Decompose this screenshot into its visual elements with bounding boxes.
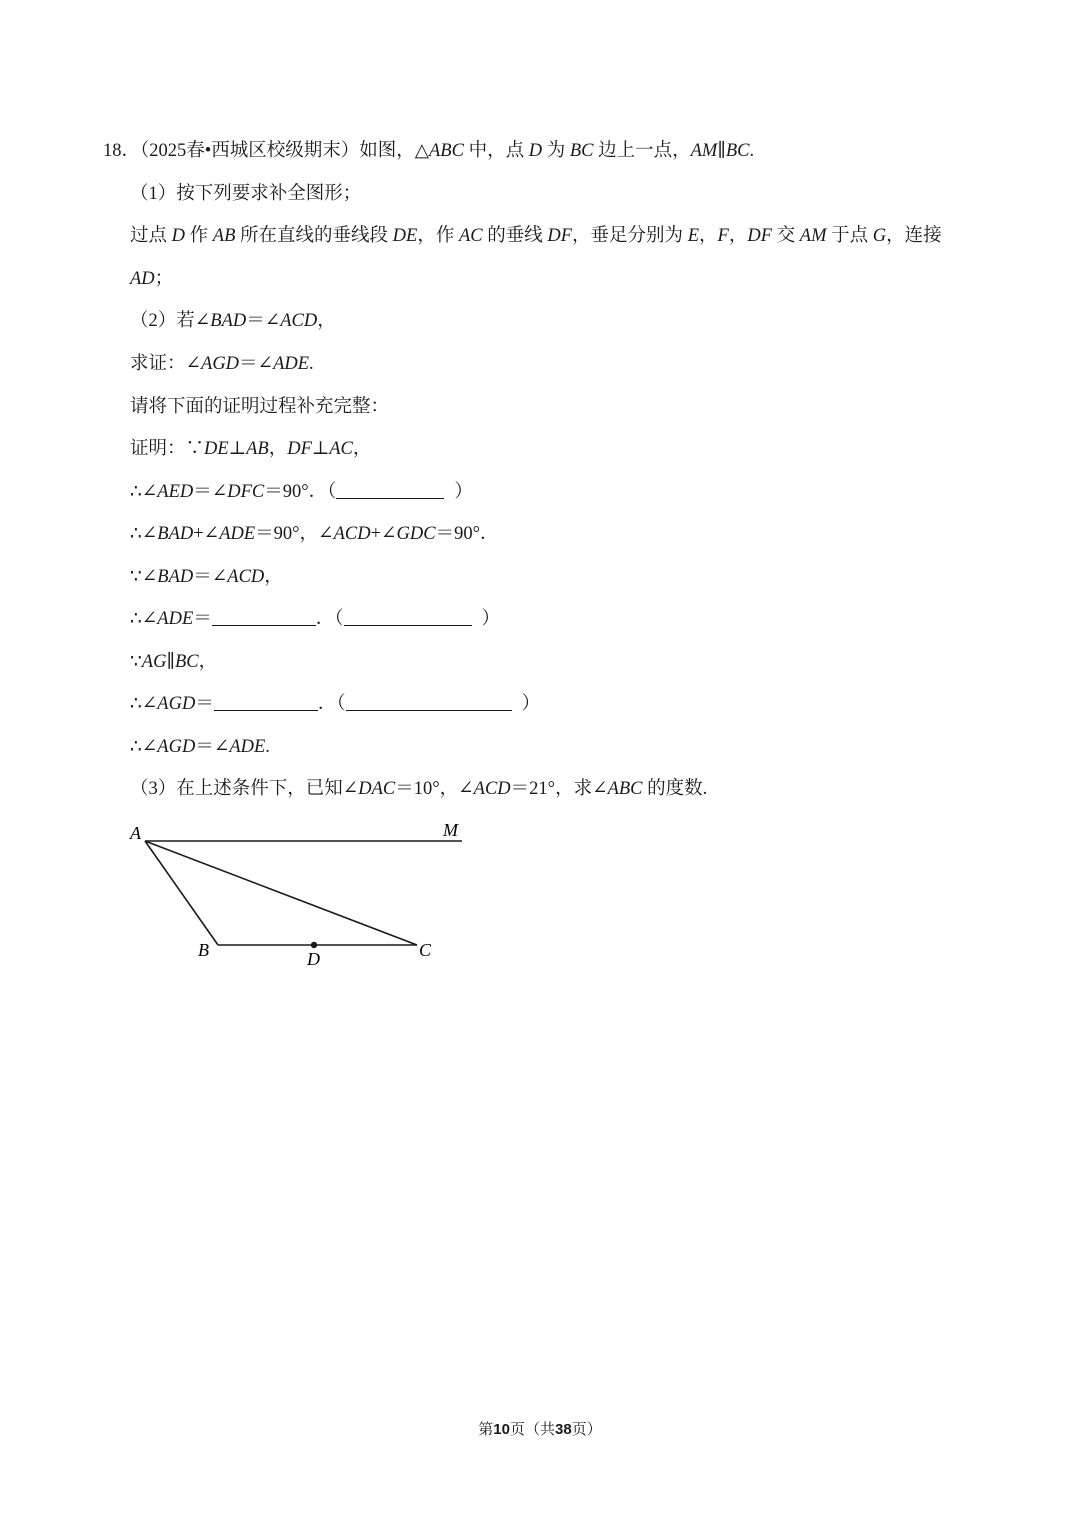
- text: ∴∠: [130, 609, 158, 629]
- stem-var: ABC: [428, 141, 464, 161]
- text: ∴∠: [130, 737, 158, 757]
- var: ABC: [607, 779, 643, 799]
- text: 的度数.: [647, 779, 708, 799]
- var: BAD: [210, 311, 247, 331]
- text: 请将下面的证明过程补充完整：: [130, 397, 390, 417]
- var: F: [717, 226, 729, 246]
- var: AG∥BC: [141, 652, 199, 672]
- page-number: 10: [493, 1421, 510, 1438]
- text: ．（: [317, 694, 346, 714]
- text: ＝21°，求∠: [510, 779, 608, 799]
- label-c: C: [419, 940, 432, 960]
- part2-to-prove: [130, 351, 314, 377]
- part1-instructions-line1: [130, 223, 942, 249]
- text: 求证：∠: [130, 354, 202, 374]
- text: ∴∠: [130, 694, 158, 714]
- stem-var: BC: [569, 141, 594, 161]
- var: AED: [157, 482, 194, 502]
- var: AM: [799, 226, 827, 246]
- text: （2）若∠: [130, 311, 211, 331]
- text: ＝: [195, 694, 214, 714]
- text: +∠: [193, 524, 220, 544]
- stem-var: D: [528, 141, 543, 161]
- text: ＝∠: [195, 737, 230, 757]
- label-m: M: [443, 820, 458, 840]
- stem-var: AM∥BC: [690, 141, 750, 161]
- text: ，: [728, 226, 748, 246]
- page-total: 38: [555, 1421, 572, 1438]
- footer-text: 第: [478, 1421, 494, 1438]
- var: DAC: [358, 779, 396, 799]
- var: AGD: [201, 354, 240, 374]
- var: ADE: [157, 609, 194, 629]
- text: ＝∠: [193, 567, 228, 587]
- segment-ac: [145, 841, 417, 945]
- problem-source: （2025春•西城区校级期末）: [140, 141, 360, 161]
- text: 于点: [831, 226, 869, 246]
- problem-number: 18．: [103, 141, 141, 161]
- text: 交: [776, 226, 796, 246]
- proof-step-1: [130, 436, 371, 462]
- text: 过点: [130, 226, 168, 246]
- var: DF: [747, 226, 773, 246]
- point-d: [311, 942, 317, 948]
- var: BAD: [157, 524, 194, 544]
- text: ＝: [193, 609, 212, 629]
- label-a: A: [130, 823, 141, 843]
- proof-step-6: [130, 649, 217, 675]
- var: DE: [392, 226, 418, 246]
- stem-text: 边上一点，: [598, 141, 691, 161]
- var: ADE: [219, 524, 256, 544]
- text: （3）在上述条件下，已知∠: [130, 779, 359, 799]
- text: ，: [352, 439, 372, 459]
- text: ）: [481, 609, 501, 629]
- var: ADE: [273, 354, 310, 374]
- text: ∴∠: [130, 482, 158, 502]
- part2-title: [130, 308, 336, 334]
- text: 证明：∵: [130, 439, 205, 459]
- reason-blank-2[interactable]: [344, 607, 472, 626]
- text: ＝∠: [246, 311, 281, 331]
- answer-blank-2[interactable]: [214, 692, 318, 711]
- footer-text: 页）: [571, 1421, 602, 1438]
- part3-question: [130, 776, 707, 802]
- part2-instruction: [130, 394, 389, 420]
- var: DF: [547, 226, 573, 246]
- var: AD: [130, 269, 155, 289]
- text: ，: [317, 311, 336, 331]
- reason-blank-1[interactable]: [336, 480, 444, 499]
- footer-text: 页（共: [509, 1421, 555, 1438]
- text: 所在直线的垂线段: [240, 226, 389, 246]
- label-d: D: [307, 949, 320, 969]
- var: AC: [458, 226, 483, 246]
- text: ）: [521, 694, 541, 714]
- text: ，作: [417, 226, 455, 246]
- proof-step-3: [130, 521, 498, 547]
- part1-title: [130, 181, 361, 207]
- text: 作: [189, 226, 209, 246]
- var: D: [171, 226, 186, 246]
- var: ACD: [473, 779, 511, 799]
- label-b: B: [198, 940, 209, 960]
- text: 的垂线: [487, 226, 543, 246]
- proof-step-5: [130, 606, 500, 632]
- text: ＝90°，∠: [255, 524, 334, 544]
- part1-instructions-line2: [130, 266, 173, 292]
- var: GDC: [396, 524, 436, 544]
- text: ，: [264, 567, 283, 587]
- var: AGD: [157, 694, 196, 714]
- proof-step-8: [130, 734, 270, 760]
- reason-blank-3[interactable]: [346, 692, 512, 711]
- var: ACD: [280, 311, 318, 331]
- text: ＝90°．: [435, 524, 499, 544]
- var: DF⊥AC: [287, 439, 353, 459]
- var: DFC: [227, 482, 265, 502]
- proof-step-2: [130, 479, 473, 505]
- var: AB: [212, 226, 236, 246]
- text: ，: [268, 439, 288, 459]
- text: ，: [198, 652, 218, 672]
- page-footer: [0, 1418, 1080, 1439]
- var: E: [687, 226, 699, 246]
- stem-text: 为: [546, 141, 566, 161]
- proof-step-4: [130, 564, 283, 590]
- part1-title-text: （1）按下列要求补全图形；: [130, 184, 362, 204]
- text: ＝∠: [239, 354, 274, 374]
- stem-text: 中，点: [468, 141, 525, 161]
- var: ACD: [227, 567, 265, 587]
- text: +∠: [370, 524, 397, 544]
- text: .: [309, 354, 314, 374]
- proof-step-7: [130, 691, 540, 717]
- geometry-figure: [120, 812, 480, 972]
- text: ∴∠: [130, 524, 158, 544]
- text: ；: [154, 269, 174, 289]
- text: ＝10°，∠: [395, 779, 474, 799]
- text: ，垂足分别为: [572, 226, 684, 246]
- text: ＝90°．（: [264, 482, 337, 502]
- answer-blank-1[interactable]: [212, 607, 316, 626]
- text: ）: [454, 482, 473, 502]
- text: ，: [699, 226, 718, 246]
- var: ADE: [229, 737, 266, 757]
- text: .: [265, 737, 270, 757]
- var: ACD: [333, 524, 371, 544]
- stem-text: 如图，△: [359, 141, 429, 161]
- text: ，连接: [886, 226, 942, 246]
- segment-ab: [145, 841, 218, 945]
- text: ∵∠: [130, 567, 158, 587]
- problem-stem: [103, 138, 754, 164]
- var: BAD: [157, 567, 194, 587]
- var: AGD: [157, 737, 196, 757]
- var: DE⊥AB: [204, 439, 269, 459]
- text: ．（: [315, 609, 344, 629]
- text: ＝∠: [193, 482, 228, 502]
- text: ∵: [130, 652, 142, 672]
- var: G: [872, 226, 887, 246]
- stem-text: .: [749, 141, 755, 161]
